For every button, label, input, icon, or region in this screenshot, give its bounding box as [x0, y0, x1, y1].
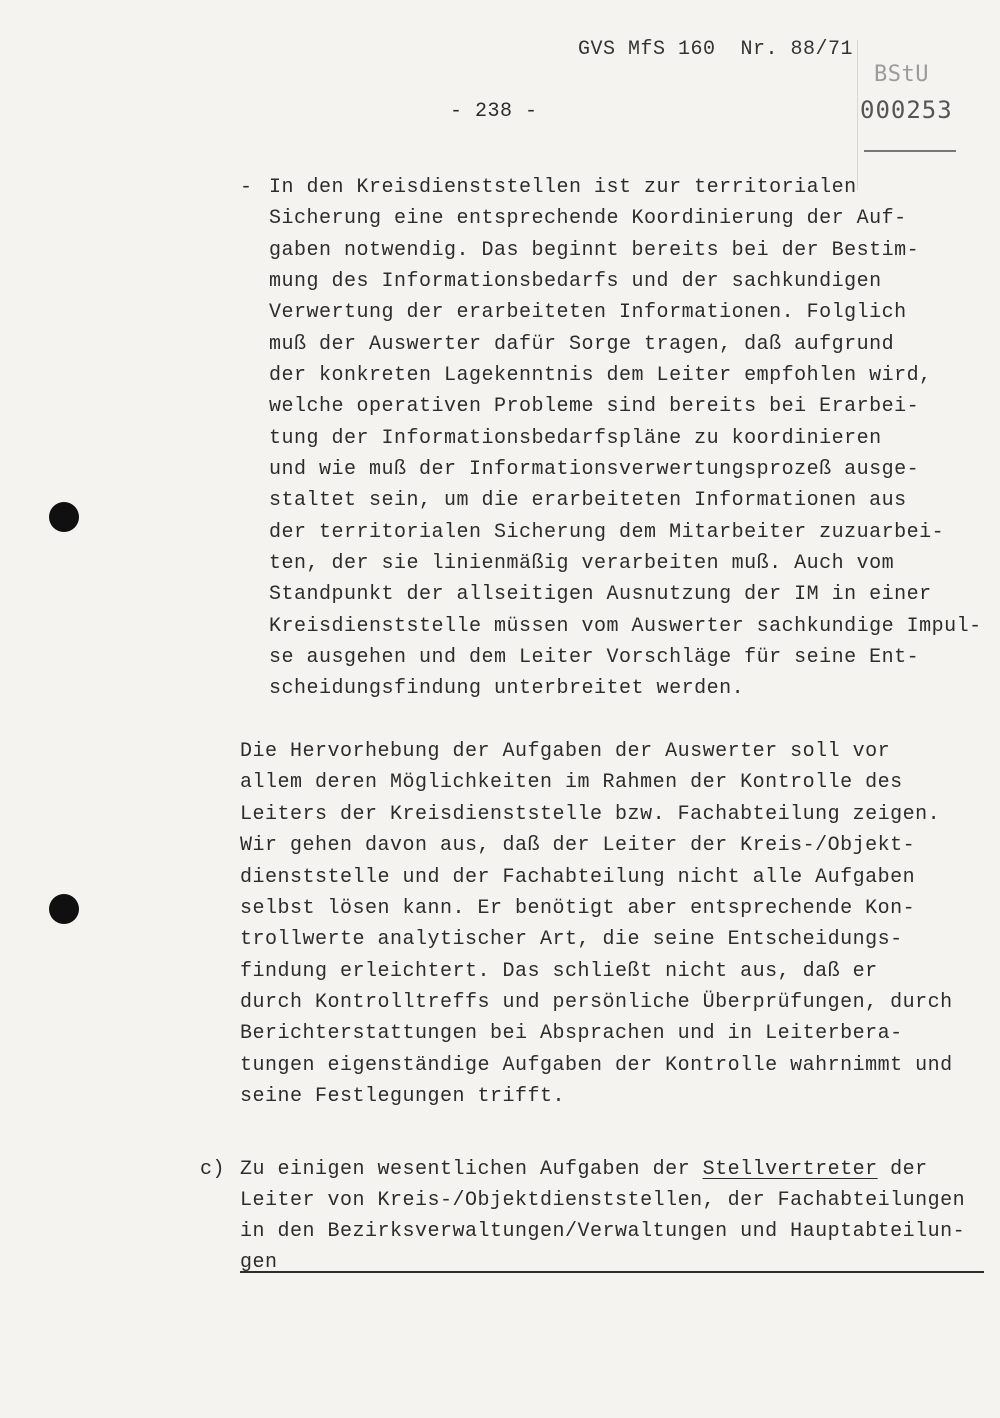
- text-line: ten, der sie linienmäßig verarbeiten muß. Auch vom: [269, 552, 895, 575]
- punch-hole-top: [49, 502, 79, 532]
- archive-stamp-label: BStU: [874, 62, 929, 87]
- text-line: Sicherung eine entsprechende Koordinierung der Auf-: [269, 207, 907, 230]
- stamp-rule: [864, 150, 956, 152]
- text-line: Kreisdienststelle müssen vom Auswerter sachkundige Impul-: [269, 615, 982, 638]
- text-line: findung erleichtert. Das schließt nicht aus, daß er: [240, 960, 878, 983]
- text-line: scheidungsfindung unterbreitet werden.: [269, 677, 745, 700]
- text-line: Wir gehen davon aus, daß der Leiter der Kreis-/Objekt-: [240, 834, 916, 857]
- text-line: gen: [240, 1251, 278, 1274]
- underlined-term: Stellvertreter: [702, 1158, 878, 1181]
- text-line: Leiters der Kreisdienststelle bzw. Fachabteilung zeigen.: [240, 803, 941, 826]
- text-line: [240, 1158, 928, 1181]
- text-line: welche operativen Probleme sind bereits bei Erarbei-: [269, 395, 920, 418]
- text-line: der konkreten Lagekenntnis dem Leiter empfohlen wird,: [269, 364, 932, 387]
- text-line: In den Kreisdienststellen ist zur territorialen: [269, 176, 857, 199]
- punch-hole-bottom: [49, 894, 79, 924]
- text-line: Standpunkt der allseitigen Ausnutzung der IM in einer: [269, 583, 932, 606]
- text-line: dienststelle und der Fachabteilung nicht alle Aufgaben: [240, 866, 916, 889]
- heading-underline-rule: [240, 1271, 984, 1273]
- text-line: staltet sein, um die erarbeiteten Informationen aus: [269, 489, 907, 512]
- section-marker-c: c): [200, 1158, 226, 1181]
- text-line: se ausgehen und dem Leiter Vorschläge für seine Ent-: [269, 646, 920, 669]
- text-line: und wie muß der Informationsverwertungsprozeß ausge-: [269, 458, 920, 481]
- text-line: Verwertung der erarbeiteten Informationen. Folglich: [269, 301, 907, 324]
- page-number: - 238 -: [450, 100, 538, 123]
- text-line: Berichterstattungen bei Absprachen und in Leiterbera-: [240, 1022, 903, 1045]
- text-segment: Zu einigen wesentlichen Aufgaben der: [240, 1158, 703, 1181]
- bullet-dash: -: [240, 176, 253, 199]
- text-line: trollwerte analytischer Art, die seine Entscheidungs-: [240, 928, 903, 951]
- text-line: allem deren Möglichkeiten im Rahmen der Kontrolle des: [240, 771, 903, 794]
- text-line: tungen eigenständige Aufgaben der Kontrolle wahrnimmt und: [240, 1054, 953, 1077]
- text-line: gaben notwendig. Das beginnt bereits bei der Bestim-: [269, 239, 920, 262]
- document-reference: GVS MfS 160 Nr. 88/71: [578, 38, 854, 61]
- text-line: in den Bezirksverwaltungen/Verwaltungen und Hauptabteilun-: [240, 1220, 966, 1243]
- text-line: Leiter von Kreis-/Objektdienststellen, der Fachabteilungen: [240, 1189, 966, 1212]
- archive-stamp: [858, 62, 953, 126]
- text-line: Die Hervorhebung der Aufgaben der Auswerter soll vor: [240, 740, 891, 763]
- text-segment: der: [877, 1158, 928, 1181]
- text-line: muß der Auswerter dafür Sorge tragen, daß aufgrund: [269, 333, 895, 356]
- text-line: durch Kontrolltreffs und persönliche Überprüfungen, durch: [240, 991, 953, 1014]
- text-line: mung des Informationsbedarfs und der sachkundigen: [269, 270, 882, 293]
- text-line: selbst lösen kann. Er benötigt aber entsprechende Kon-: [240, 897, 916, 920]
- text-line: tung der Informationsbedarfspläne zu koordinieren: [269, 427, 882, 450]
- archive-stamp-number: 000253: [860, 96, 953, 124]
- text-line: der territorialen Sicherung dem Mitarbeiter zuzuarbei-: [269, 521, 945, 544]
- text-line: seine Festlegungen trifft.: [240, 1085, 566, 1108]
